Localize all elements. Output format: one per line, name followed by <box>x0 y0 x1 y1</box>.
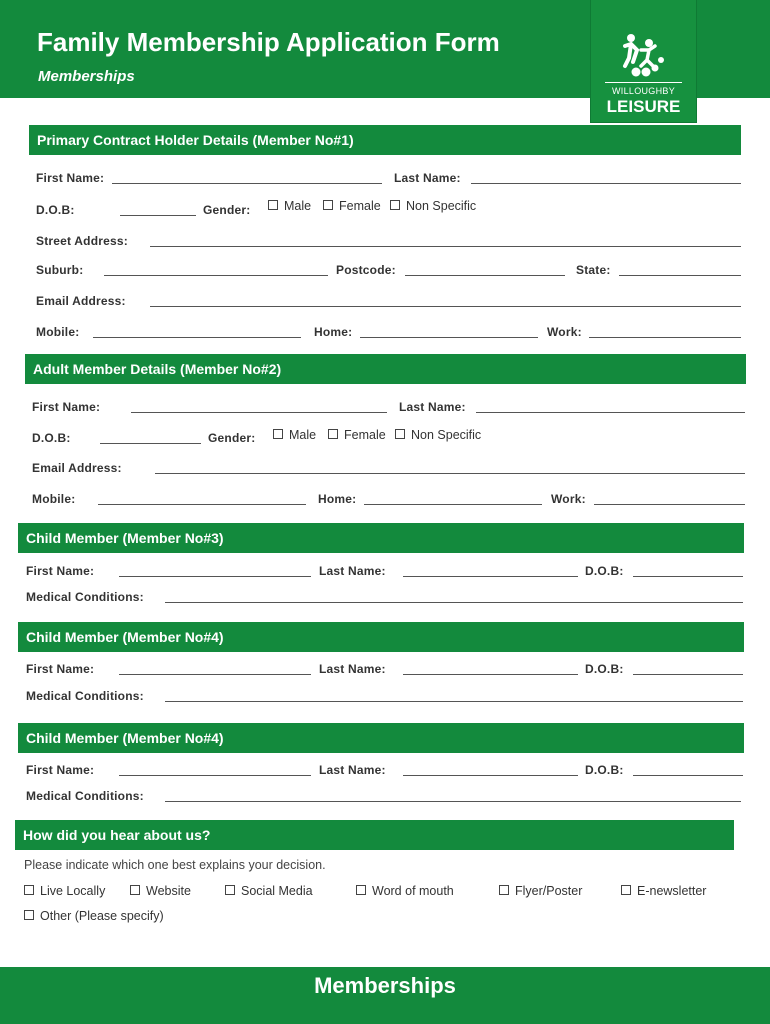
s2-last-name-field[interactable] <box>476 412 745 413</box>
hear-option-word-of-mouth[interactable]: Word of mouth <box>356 884 454 898</box>
s2-home-field[interactable] <box>364 504 542 505</box>
checkbox-icon <box>225 885 235 895</box>
s2-mobile-field[interactable] <box>98 504 306 505</box>
s1-work-field[interactable] <box>589 337 741 338</box>
s1-suburb-field[interactable] <box>104 275 328 276</box>
checkbox-icon <box>323 200 333 210</box>
s1-state-label: State: <box>576 263 611 277</box>
c1-first-name-field[interactable] <box>119 576 311 577</box>
c3-last-name-field[interactable] <box>403 775 578 776</box>
logo-divider <box>605 82 682 83</box>
checkbox-icon <box>356 885 366 895</box>
hear-option-flyer-poster[interactable]: Flyer/Poster <box>499 884 582 898</box>
checkbox-icon <box>621 885 631 895</box>
c1-first-name-label: First Name: <box>26 564 95 578</box>
s1-gender-male-option[interactable]: Male <box>268 199 311 213</box>
c1-dob-field[interactable] <box>633 576 743 577</box>
c2-first-name-field[interactable] <box>119 674 311 675</box>
s1-mobile-label: Mobile: <box>36 325 80 339</box>
checkbox-icon <box>328 429 338 439</box>
c3-last-name-label: Last Name: <box>319 763 386 777</box>
s1-email-field[interactable] <box>150 306 741 307</box>
s2-email-field[interactable] <box>155 473 745 474</box>
checkbox-icon <box>273 429 283 439</box>
c1-dob-label: D.O.B: <box>585 564 624 578</box>
s1-first-name-label: First Name: <box>36 171 105 185</box>
s2-gender-female-option[interactable]: Female <box>328 428 386 442</box>
s1-state-field[interactable] <box>619 275 741 276</box>
checkbox-icon <box>24 910 34 920</box>
checkbox-icon <box>395 429 405 439</box>
c1-medical-field[interactable] <box>165 602 743 603</box>
s2-mobile-label: Mobile: <box>32 492 76 506</box>
s1-last-name-field[interactable] <box>471 183 741 184</box>
section-header-child-3: Child Member (Member No#3) <box>18 523 744 553</box>
checkbox-icon <box>390 200 400 210</box>
c1-medical-label: Medical Conditions: <box>26 590 144 604</box>
s1-gender-female-option[interactable]: Female <box>323 199 381 213</box>
s1-suburb-label: Suburb: <box>36 263 84 277</box>
s1-home-label: Home: <box>314 325 353 339</box>
page-title: Family Membership Application Form <box>37 27 500 57</box>
logo-text-leisure: LEISURE <box>606 97 681 116</box>
s2-email-label: Email Address: <box>32 461 122 475</box>
s1-gender-nonspecific-option[interactable]: Non Specific <box>390 199 476 213</box>
section-header-child-4b: Child Member (Member No#4) <box>18 723 744 753</box>
s2-gender-male-option[interactable]: Male <box>273 428 316 442</box>
s1-last-name-label: Last Name: <box>394 171 461 185</box>
page-subtitle: Memberships <box>38 68 135 85</box>
c3-medical-label: Medical Conditions: <box>26 789 144 803</box>
s2-first-name-field[interactable] <box>131 412 387 413</box>
c2-dob-label: D.O.B: <box>585 662 624 676</box>
s2-dob-label: D.O.B: <box>32 431 71 445</box>
c1-last-name-field[interactable] <box>403 576 578 577</box>
c3-dob-field[interactable] <box>633 775 743 776</box>
s2-last-name-label: Last Name: <box>399 400 466 414</box>
checkbox-icon <box>130 885 140 895</box>
s2-first-name-label: First Name: <box>32 400 101 414</box>
hear-instruction: Please indicate which one best explains your decision. <box>24 858 326 872</box>
c2-dob-field[interactable] <box>633 674 743 675</box>
c2-last-name-label: Last Name: <box>319 662 386 676</box>
s1-work-label: Work: <box>547 325 582 339</box>
people-figure-icon <box>591 0 696 82</box>
c3-first-name-field[interactable] <box>119 775 311 776</box>
c3-medical-field[interactable] <box>165 801 741 802</box>
s2-work-label: Work: <box>551 492 586 506</box>
checkbox-icon <box>268 200 278 210</box>
checkbox-icon <box>24 885 34 895</box>
s2-gender-label: Gender: <box>208 431 256 445</box>
s1-home-field[interactable] <box>360 337 538 338</box>
c3-first-name-label: First Name: <box>26 763 95 777</box>
c3-dob-label: D.O.B: <box>585 763 624 777</box>
c2-medical-label: Medical Conditions: <box>26 689 144 703</box>
s1-first-name-field[interactable] <box>112 183 382 184</box>
logo-text-willoughby: WILLOUGHBY <box>611 86 675 96</box>
checkbox-icon <box>499 885 509 895</box>
s1-street-field[interactable] <box>150 246 741 247</box>
c2-first-name-label: First Name: <box>26 662 95 676</box>
s1-postcode-label: Postcode: <box>336 263 396 277</box>
c2-last-name-field[interactable] <box>403 674 578 675</box>
hear-option-social-media[interactable]: Social Media <box>225 884 313 898</box>
s2-dob-field[interactable] <box>100 443 201 444</box>
s1-dob-field[interactable] <box>120 215 196 216</box>
s2-gender-nonspecific-option[interactable]: Non Specific <box>395 428 481 442</box>
section-header-adult: Adult Member Details (Member No#2) <box>25 354 746 384</box>
s1-dob-label: D.O.B: <box>36 203 75 217</box>
s1-gender-label: Gender: <box>203 203 251 217</box>
hear-option-e-newsletter[interactable]: E-newsletter <box>621 884 706 898</box>
s1-postcode-field[interactable] <box>405 275 565 276</box>
s1-mobile-field[interactable] <box>93 337 301 338</box>
s1-email-label: Email Address: <box>36 294 126 308</box>
hear-option-other[interactable]: Other (Please specify) <box>24 909 164 923</box>
hear-option-live-locally[interactable]: Live Locally <box>24 884 105 898</box>
c2-medical-field[interactable] <box>165 701 743 702</box>
s2-work-field[interactable] <box>594 504 745 505</box>
hear-option-website[interactable]: Website <box>130 884 191 898</box>
section-header-child-4: Child Member (Member No#4) <box>18 622 744 652</box>
section-header-hear: How did you hear about us? <box>15 820 734 850</box>
c1-last-name-label: Last Name: <box>319 564 386 578</box>
section-header-primary: Primary Contract Holder Details (Member No#1) <box>29 125 741 155</box>
s2-home-label: Home: <box>318 492 357 506</box>
footer-title: Memberships <box>314 973 456 998</box>
s1-street-label: Street Address: <box>36 234 128 248</box>
willoughby-leisure-logo <box>591 0 696 122</box>
